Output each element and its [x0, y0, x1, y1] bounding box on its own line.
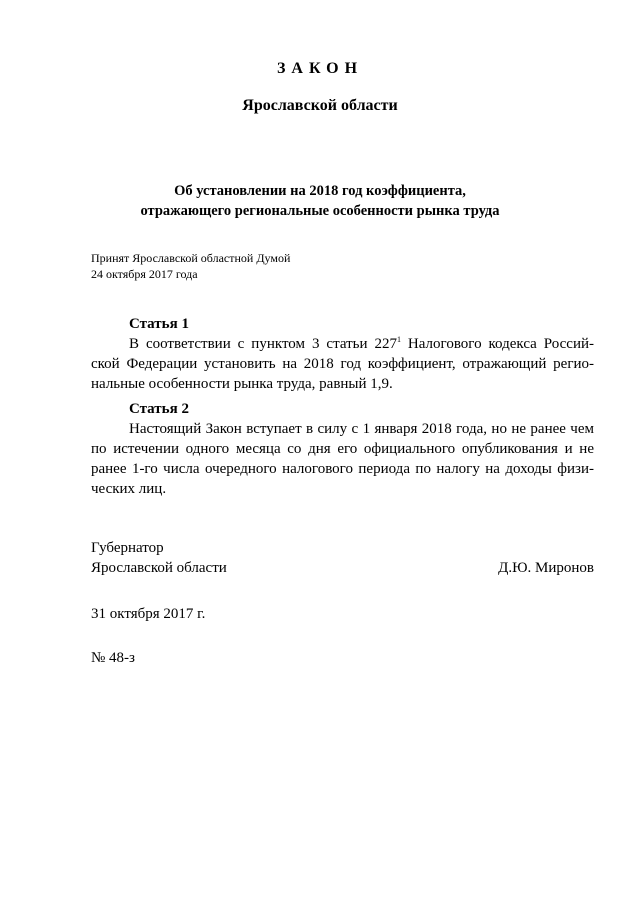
article-text-line: [91, 334, 594, 354]
law-subject-line: Об установлении на 2018 год коэффициента,: [174, 183, 466, 199]
law-subject-line: отражающего региональные особенности рынка труда: [140, 203, 500, 219]
signature-row: [91, 558, 594, 578]
adoption-note: [91, 250, 290, 282]
law-number: № 48-з: [91, 650, 135, 666]
law-subject: [0, 181, 640, 221]
document-type-title: ЗАКОН: [276, 60, 364, 77]
article-text-line: ческих лиц.: [91, 481, 167, 497]
adoption-date: 24 октября 2017 года: [91, 267, 198, 281]
adoption-note-line: Принят Ярославской областной Думой: [91, 251, 291, 265]
superscript-index: 1: [396, 335, 401, 344]
signatory-region: Ярославской области: [91, 560, 227, 576]
article-text-line: ской Федерации установить на 2018 год коэффициент, отражающий регио-: [91, 356, 594, 372]
region-title: Ярославской области: [242, 97, 398, 114]
signature-block: [91, 538, 594, 578]
article-heading: Статья 1: [129, 316, 189, 332]
article-1: [91, 314, 594, 394]
signatory-name: Д.Ю. Миронов: [498, 560, 594, 576]
article-2: [91, 399, 594, 499]
article-text-line: по истечении одного месяца со дня его официального опубликования и не: [91, 441, 594, 457]
article-text-fragment: В соответствии с пунктом 3 статьи 227: [129, 336, 397, 352]
signing-date: 31 октября 2017 г.: [91, 606, 206, 622]
article-text-line: Настоящий Закон вступает в силу с 1 января 2018 года, но не ранее чем: [129, 421, 594, 437]
article-text-line: нальные особенности рынка труда, равный 1,9.: [91, 376, 393, 392]
signatory-position: Губернатор: [91, 540, 164, 556]
article-heading: Статья 2: [129, 401, 189, 417]
article-text-fragment: Налогового кодекса Россий-: [400, 336, 594, 352]
article-text-line: ранее 1-го числа очередного налогового периода по налогу на доходы физи-: [91, 461, 594, 477]
